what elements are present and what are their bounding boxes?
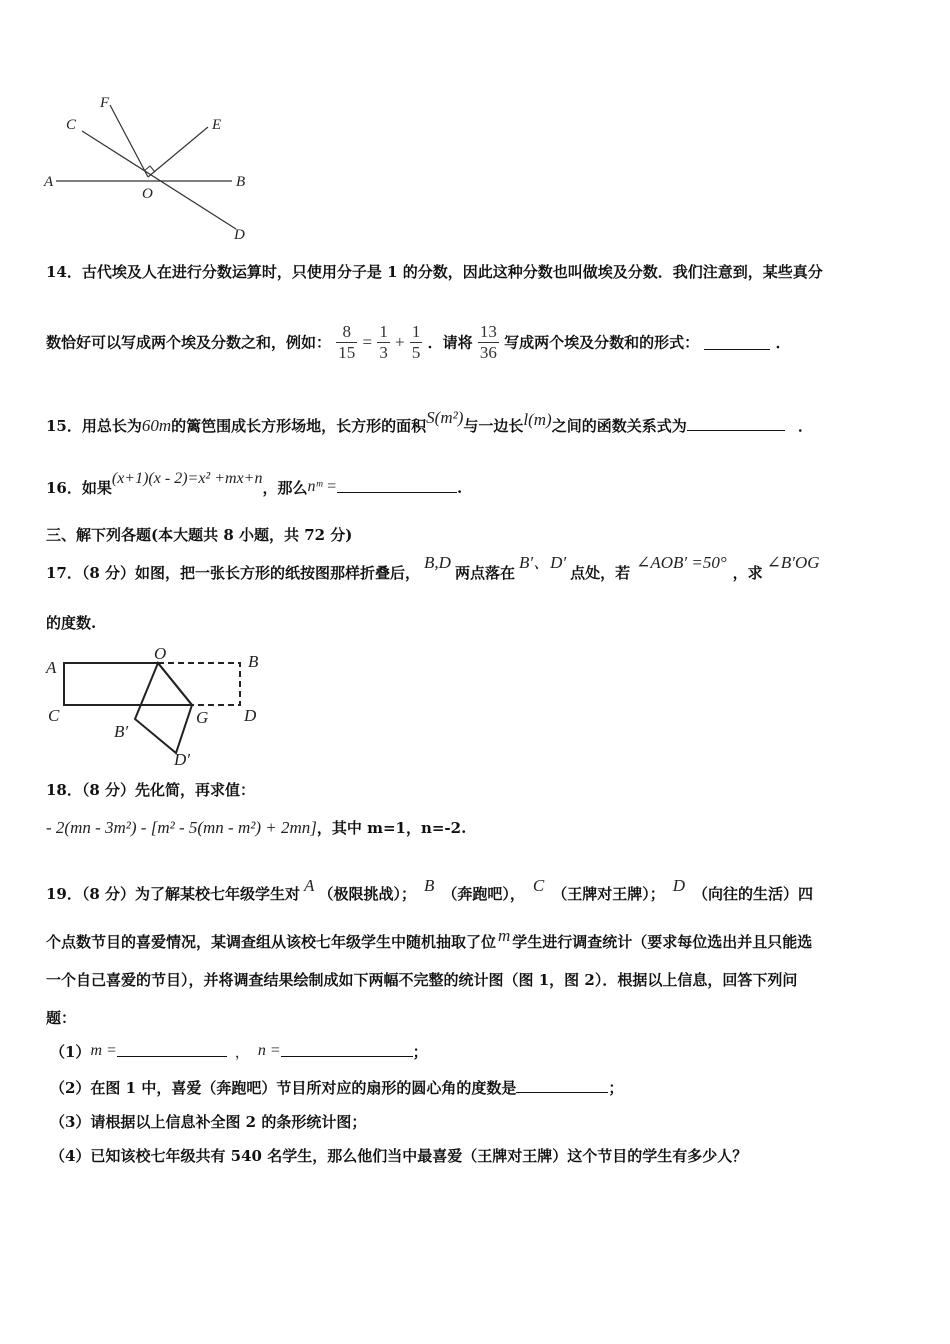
q15-line <box>46 408 813 436</box>
rect-solid-edge <box>64 663 192 705</box>
q14-example-frac3: $\frac{1}{5}$ <box>411 322 421 362</box>
q14-line2 <box>46 322 791 363</box>
fold-label-b: B <box>248 652 259 671</box>
q15-math-s: S(m²) <box>426 408 464 427</box>
rect-dashed-edge <box>158 663 240 705</box>
q19-sub4: （4）已知该校七年级共有 540 名学生，那么他们当中最喜爱（王牌对王牌）这个节目的学生有多少人？ <box>50 1147 748 1165</box>
q19-line4: 题： <box>46 1009 77 1027</box>
q17-line2: 的度数. <box>46 614 97 632</box>
q19-line1 <box>46 876 814 904</box>
q14-target-frac: $\frac{13}{36}$ <box>479 322 497 362</box>
q17-math-angle-aob: ∠AOB′ =50° <box>636 553 727 572</box>
q19-prog-b: （奔跑吧）， <box>442 885 525 903</box>
fold-label-g: G <box>196 708 209 727</box>
q14-text-b: ．请将 <box>427 333 473 352</box>
q19-math-c: C <box>532 876 545 895</box>
ray-oe <box>148 127 208 177</box>
q19-math-b: B <box>423 876 435 895</box>
label-a: A <box>44 174 54 190</box>
q17-text-b: 两点落在 <box>454 564 515 582</box>
q15-math-60m: 60m <box>141 416 172 435</box>
q18-text-b: ，其中 m=1，n=-2. <box>316 819 467 837</box>
q17-line1 <box>46 553 820 583</box>
q17-math-b1d1: B′、D′ <box>518 553 567 572</box>
fold-line-og <box>158 663 192 705</box>
q15-text-d: 之间的函数关系式为 <box>551 417 687 435</box>
ray-of <box>110 105 148 177</box>
q19-prog-c: （王牌对王牌）； <box>552 885 665 903</box>
q19-math-a: A <box>304 876 315 895</box>
q18-line1: 18．（8 分）先化简，再求值： <box>46 781 256 799</box>
q14-plus: + <box>395 332 405 352</box>
q19-sub1-end: ； <box>412 1043 428 1061</box>
q19-line3: 一个自己喜爱的节目），并将调查结果绘制成如下两幅不完整的统计图（图 1，图 2）．根据以上信息，回答下列问 <box>46 971 798 989</box>
fold-label-a: A <box>46 658 57 677</box>
q15-text-c: 与一边长 <box>463 417 524 435</box>
q16-end: . <box>456 479 463 497</box>
q17-text-a: 17．（8 分）如图，把一张长方形的纸按图那样折叠后， <box>46 564 421 582</box>
q19-answer-n-blank[interactable] <box>281 1042 413 1057</box>
q15-end: ． <box>797 417 813 435</box>
fold-label-o: O <box>154 645 167 663</box>
q19-text-l2b: 学生进行调查统计（要求每位选出并且只能选 <box>512 933 813 951</box>
q14-example-frac2: $\frac{1}{3}$ <box>379 322 388 362</box>
q17-math-angle-bog: ∠B′OG <box>766 553 820 572</box>
fold-label-d-prime: D′ <box>174 750 190 769</box>
q15-answer-blank[interactable] <box>687 416 785 431</box>
q19-prog-d: （向往的生活）四 <box>693 885 814 903</box>
q17-math-bd: B,D <box>424 553 451 572</box>
q14-answer-blank[interactable] <box>704 335 770 350</box>
q19-math-d: D <box>672 876 685 895</box>
q16-answer-blank[interactable] <box>337 478 457 493</box>
q16-text-b: ，那么 <box>262 479 308 497</box>
fold-figure <box>40 645 280 770</box>
fold-label-b-prime: B′ <box>114 722 129 741</box>
q16-math-equation: (x+1)(x - 2)=x² +mx+n <box>111 470 263 487</box>
q15-text-a: 15．用总长为 <box>46 417 142 435</box>
q16-text-a: 16．如果 <box>46 479 112 497</box>
q19-answer-angle-blank[interactable] <box>516 1078 608 1093</box>
q14-line1: 14．古代埃及人在进行分数运算时，只使用分子是 1 的分数，因此这种分数也叫做埃及分数．我们注意到，某些真分 <box>46 263 823 281</box>
q19-sub1-n: n = <box>257 1042 281 1059</box>
q19-sub2 <box>50 1078 623 1098</box>
folded-flap <box>135 663 192 753</box>
q14-end: ． <box>775 333 791 352</box>
q19-sub1-m: m = <box>90 1042 117 1059</box>
q14-example-frac1: $\frac{8}{15}$ <box>338 322 356 362</box>
q19-text-a: 19．（8 分）为了解某校七年级学生对 <box>46 885 301 903</box>
q14-text-a: 数恰好可以写成两个埃及分数之和，例如： <box>46 333 332 352</box>
q19-answer-m-blank[interactable] <box>117 1042 227 1057</box>
q19-line2 <box>46 926 813 952</box>
fold-label-d: D <box>244 706 257 725</box>
label-b: B <box>236 174 246 190</box>
label-o: O <box>142 186 153 202</box>
label-f: F <box>100 95 110 111</box>
q16-math-n: nᵐ = <box>307 478 337 495</box>
q16-line <box>46 470 463 499</box>
line-cd <box>82 131 236 229</box>
label-e: E <box>212 117 222 133</box>
q14-eq: = <box>362 332 373 352</box>
q19-text-l2a: 个点数节目的喜爱情况，某调查组从该校七年级学生中随机抽取了位 <box>46 933 497 951</box>
q19-sub1 <box>50 1042 428 1063</box>
label-c: C <box>66 117 77 133</box>
q17-text-d: ，求 <box>732 564 763 582</box>
q19-sub3: （3）请根据以上信息补全图 2 的条形统计图； <box>50 1113 367 1131</box>
q19-sub2-end: ； <box>608 1079 624 1097</box>
q19-sub2-text: （2）在图 1 中，喜爱（奔跑吧）节目所对应的扇形的圆心角的度数是 <box>50 1079 517 1097</box>
q15-math-l: l(m) <box>523 410 552 429</box>
q19-prog-a: （极限挑战）； <box>318 885 416 903</box>
q18-expression: - 2(mn - 3m²) - [m² - 5(mn - m²) + 2mn] <box>46 818 317 837</box>
label-d: D <box>234 227 245 243</box>
angle-figure <box>40 95 260 245</box>
q15-text-b: 的篱笆围成长方形场地，长方形的面积 <box>171 417 427 435</box>
section-3-header: 三、解下列各题(本大题共 8 小题，共 72 分) <box>46 526 353 544</box>
fold-label-c: C <box>48 706 60 725</box>
q19-sub1-label: （1） <box>50 1043 91 1061</box>
q14-text-c: 写成两个埃及分数和的形式： <box>504 333 700 352</box>
q17-text-c: 点处，若 <box>570 564 631 582</box>
q19-sub1-sep: ， <box>234 1045 250 1061</box>
q19-math-m: m <box>498 926 511 945</box>
q18-line2 <box>46 818 466 838</box>
